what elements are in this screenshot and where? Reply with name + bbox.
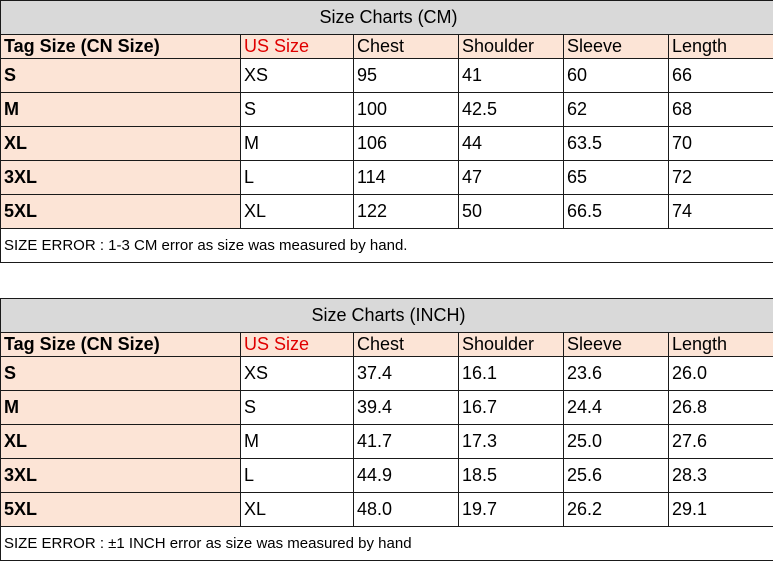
- size-chart-cm-table: [0, 0, 773, 263]
- table-row: [1, 425, 773, 459]
- shoulder-cell: 44: [459, 127, 564, 161]
- size-error-note: SIZE ERROR : ±1 INCH error as size was measured by hand: [1, 527, 773, 561]
- chest-cell: 95: [354, 59, 459, 93]
- shoulder-cell: 17.3: [459, 425, 564, 459]
- size-chart-inch-table: [0, 298, 773, 561]
- shoulder-cell: 42.5: [459, 93, 564, 127]
- sleeve-cell: 26.2: [564, 493, 669, 527]
- tag-size-cell: S: [1, 357, 241, 391]
- length-cell: 29.1: [669, 493, 773, 527]
- table-row: [1, 93, 773, 127]
- us-size-cell: XS: [241, 357, 354, 391]
- table-row: [1, 357, 773, 391]
- length-cell: 26.8: [669, 391, 773, 425]
- shoulder-cell: 16.1: [459, 357, 564, 391]
- sleeve-cell: 63.5: [564, 127, 669, 161]
- tag-size-cell: XL: [1, 425, 241, 459]
- chest-cell: 44.9: [354, 459, 459, 493]
- sleeve-header: Sleeve: [564, 333, 669, 357]
- tag-size-cell: XL: [1, 127, 241, 161]
- tag-size-cell: 3XL: [1, 161, 241, 195]
- tag-size-header: Tag Size (CN Size): [1, 333, 241, 357]
- us-size-cell: S: [241, 391, 354, 425]
- chest-cell: 106: [354, 127, 459, 161]
- tag-size-cell: 5XL: [1, 195, 241, 229]
- shoulder-cell: 47: [459, 161, 564, 195]
- sleeve-cell: 23.6: [564, 357, 669, 391]
- table-title: Size Charts (INCH): [1, 299, 773, 333]
- length-cell: 68: [669, 93, 773, 127]
- table-row: [1, 391, 773, 425]
- us-size-cell: XS: [241, 59, 354, 93]
- length-cell: 72: [669, 161, 773, 195]
- length-cell: 26.0: [669, 357, 773, 391]
- table-row: [1, 493, 773, 527]
- shoulder-cell: 19.7: [459, 493, 564, 527]
- size-error-note-row: [1, 229, 773, 263]
- size-error-note: SIZE ERROR : 1-3 CM error as size was measured by hand.: [1, 229, 773, 263]
- us-size-cell: S: [241, 93, 354, 127]
- shoulder-cell: 41: [459, 59, 564, 93]
- shoulder-cell: 16.7: [459, 391, 564, 425]
- length-cell: 27.6: [669, 425, 773, 459]
- length-header: Length: [669, 333, 773, 357]
- us-size-cell: M: [241, 127, 354, 161]
- us-size-header: US Size: [241, 333, 354, 357]
- tag-size-cell: 5XL: [1, 493, 241, 527]
- chest-cell: 37.4: [354, 357, 459, 391]
- chest-cell: 122: [354, 195, 459, 229]
- shoulder-cell: 50: [459, 195, 564, 229]
- tag-size-cell: 3XL: [1, 459, 241, 493]
- tag-size-header: Tag Size (CN Size): [1, 35, 241, 59]
- sleeve-cell: 62: [564, 93, 669, 127]
- us-size-cell: L: [241, 161, 354, 195]
- table-title-row: [1, 1, 773, 35]
- header-row: [1, 35, 773, 59]
- length-header: Length: [669, 35, 773, 59]
- table-row: [1, 59, 773, 93]
- sleeve-cell: 65: [564, 161, 669, 195]
- chest-cell: 48.0: [354, 493, 459, 527]
- chest-cell: 114: [354, 161, 459, 195]
- chest-cell: 41.7: [354, 425, 459, 459]
- header-row: [1, 333, 773, 357]
- table-title-row: [1, 299, 773, 333]
- table-row: [1, 195, 773, 229]
- tag-size-cell: S: [1, 59, 241, 93]
- tag-size-cell: M: [1, 93, 241, 127]
- sleeve-cell: 25.0: [564, 425, 669, 459]
- chest-header: Chest: [354, 333, 459, 357]
- us-size-cell: M: [241, 425, 354, 459]
- length-cell: 70: [669, 127, 773, 161]
- us-size-cell: L: [241, 459, 354, 493]
- shoulder-cell: 18.5: [459, 459, 564, 493]
- table-row: [1, 459, 773, 493]
- tag-size-cell: M: [1, 391, 241, 425]
- shoulder-header: Shoulder: [459, 35, 564, 59]
- sleeve-cell: 60: [564, 59, 669, 93]
- table-row: [1, 161, 773, 195]
- us-size-header: US Size: [241, 35, 354, 59]
- chest-cell: 100: [354, 93, 459, 127]
- table-row: [1, 127, 773, 161]
- us-size-cell: XL: [241, 195, 354, 229]
- size-error-note-row: [1, 527, 773, 561]
- length-cell: 28.3: [669, 459, 773, 493]
- sleeve-cell: 66.5: [564, 195, 669, 229]
- length-cell: 66: [669, 59, 773, 93]
- sleeve-cell: 25.6: [564, 459, 669, 493]
- shoulder-header: Shoulder: [459, 333, 564, 357]
- us-size-cell: XL: [241, 493, 354, 527]
- chest-cell: 39.4: [354, 391, 459, 425]
- sleeve-header: Sleeve: [564, 35, 669, 59]
- table-title: Size Charts (CM): [1, 1, 773, 35]
- length-cell: 74: [669, 195, 773, 229]
- chest-header: Chest: [354, 35, 459, 59]
- sleeve-cell: 24.4: [564, 391, 669, 425]
